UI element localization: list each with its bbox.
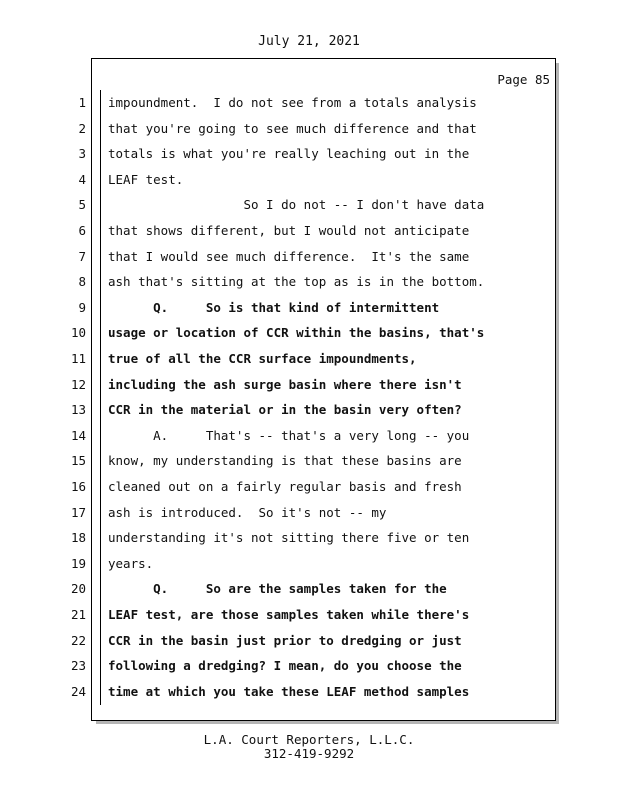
line-number: 8 — [78, 274, 86, 290]
transcript-line — [0, 477, 618, 497]
line-number: 6 — [78, 223, 86, 238]
line-number: 17 — [70, 504, 86, 520]
transcript-line — [0, 272, 618, 292]
line-number: 12 — [70, 376, 86, 392]
transcript-line — [0, 631, 618, 651]
line-text: CCR in the basin just prior to dredging or just — [108, 632, 462, 648]
line-text: years. — [108, 555, 154, 571]
line-text: that I would see much difference. It's the same — [108, 248, 470, 264]
line-number: 2 — [78, 120, 86, 136]
line-number: 4 — [78, 171, 86, 187]
line-text: following a dredging? I mean, do you choose the — [108, 658, 462, 674]
line-number: 18 — [70, 530, 86, 546]
line-text: that you're going to see much difference and that — [108, 120, 477, 136]
line-number: 21 — [70, 607, 86, 622]
transcript-line — [0, 375, 618, 395]
line-text: time at which you take these LEAF method samples — [108, 683, 470, 699]
transcript-line — [0, 221, 618, 241]
footer — [0, 733, 618, 761]
transcript-line — [0, 503, 618, 523]
transcript-line — [0, 323, 618, 343]
transcript-line — [0, 93, 618, 113]
line-text: So I do not -- I don't have data — [108, 197, 485, 213]
line-number: 16 — [70, 479, 86, 494]
footer-company: L.A. Court Reporters, L.L.C. — [203, 732, 415, 747]
line-text: including the ash surge basin where there isn't — [108, 376, 462, 392]
line-text: LEAF test, are those samples taken while there's — [108, 607, 470, 622]
line-text: CCR in the material or in the basin very often? — [108, 402, 462, 418]
transcript-line — [0, 400, 618, 420]
transcript-line — [0, 170, 618, 190]
line-text: true of all the CCR surface impoundments, — [108, 351, 417, 366]
transcript-line — [0, 349, 618, 369]
line-text: know, my understanding is that these basins are — [108, 453, 462, 469]
line-text: totals is what you're really leaching out in the — [108, 146, 470, 162]
transcript-line — [0, 119, 618, 139]
footer-phone: 312-419-9292 — [263, 746, 355, 761]
page-number: Page 85 — [497, 72, 550, 87]
line-text: Q. So is that kind of intermittent — [108, 299, 440, 315]
line-number: 7 — [78, 248, 86, 264]
line-text: A. That's -- that's a very long -- you — [108, 427, 470, 443]
line-text: ash is introduced. So it's not -- my — [108, 504, 387, 520]
transcript-line — [0, 451, 618, 471]
line-number: 11 — [70, 351, 86, 366]
transcript-line — [0, 426, 618, 446]
line-number: 3 — [78, 146, 86, 162]
line-text: cleaned out on a fairly regular basis and fresh — [108, 479, 462, 494]
line-number: 23 — [70, 658, 86, 674]
transcript-line — [0, 195, 618, 215]
line-number: 22 — [70, 632, 86, 648]
transcript-line — [0, 579, 618, 599]
line-number: 24 — [70, 683, 86, 699]
line-text: LEAF test. — [108, 171, 184, 187]
transcript-line — [0, 682, 618, 702]
transcript-line — [0, 144, 618, 164]
line-number: 19 — [70, 555, 86, 571]
line-text: that shows different, but I would not anticipate — [108, 223, 470, 238]
line-text: Q. So are the samples taken for the — [108, 581, 447, 597]
transcript-line — [0, 554, 618, 574]
line-text: understanding it's not sitting there five or ten — [108, 530, 470, 546]
line-text: usage or location of CCR within the basins, that's — [108, 325, 485, 341]
line-number: 10 — [70, 325, 86, 341]
line-text: impoundment. I do not see from a totals analysis — [108, 95, 477, 110]
line-number: 13 — [70, 402, 86, 418]
line-text: ash that's sitting at the top as is in the bottom. — [108, 274, 485, 290]
transcript-line — [0, 247, 618, 267]
transcript-line — [0, 528, 618, 548]
line-number: 5 — [78, 197, 86, 213]
line-number: 15 — [70, 453, 86, 469]
transcript-line — [0, 656, 618, 676]
transcript-line — [0, 298, 618, 318]
line-number: 20 — [70, 581, 86, 597]
line-number: 9 — [78, 299, 86, 315]
line-number: 14 — [70, 427, 86, 443]
transcript-date: July 21, 2021 — [258, 34, 360, 49]
line-number: 1 — [78, 95, 86, 110]
transcript-line — [0, 605, 618, 625]
